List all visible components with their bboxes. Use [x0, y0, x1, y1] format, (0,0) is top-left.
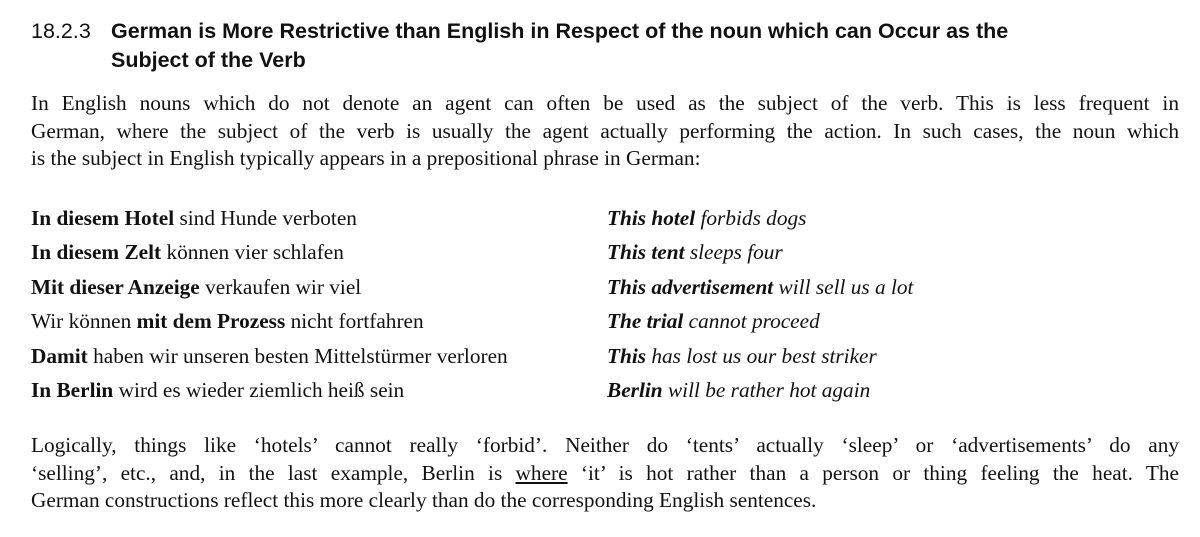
german-text: nicht fortfahren: [285, 309, 424, 334]
example-row: [31, 235, 1171, 269]
german-sentence: [31, 339, 508, 373]
intro-line-1: In English nouns which do not denote an agent can often be used as the subject of the verb. This is less frequent in: [31, 91, 1179, 115]
english-sentence: [607, 270, 913, 304]
conclusion-line-1: Logically, things like ‘hotels’ cannot really ‘forbid’. Neither do ‘tents’ actually ‘sleep’ or ‘advertisements’ do any: [31, 433, 1179, 457]
example-row: [31, 339, 1171, 373]
german-text: haben wir unseren besten Mittelstürmer verloren: [87, 343, 508, 368]
german-bold-phrase: In diesem Hotel: [31, 206, 175, 230]
example-row: [31, 270, 1171, 304]
conclusion-line-2-start: ‘selling’, etc., and, in the last example, Berlin is: [31, 460, 516, 485]
example-table: [31, 201, 1171, 407]
section-title: [111, 17, 1171, 75]
english-text: will sell us a lot: [773, 274, 914, 299]
german-text: wird es wieder ziemlich heiß sein: [113, 377, 405, 402]
german-text: Wir können: [31, 309, 137, 334]
english-bold-phrase: This hotel: [607, 206, 696, 230]
german-sentence: [31, 235, 344, 269]
german-sentence: [31, 373, 404, 407]
german-sentence: [31, 201, 357, 235]
english-bold-phrase: The trial: [607, 309, 684, 334]
section-number: 18.2.3: [31, 19, 91, 43]
german-sentence: [31, 304, 424, 338]
german-bold-phrase: Mit dieser Anzeige: [31, 274, 200, 299]
german-bold-phrase: Damit: [31, 343, 88, 368]
english-text: forbids dogs: [695, 206, 807, 230]
intro-line-2: German, where the subject of the verb is usually the agent actually performing the action. In such cases, the noun which: [31, 118, 1179, 143]
german-sentence: [31, 270, 361, 304]
underlined-word: where: [515, 460, 568, 485]
english-bold-phrase: Berlin: [607, 377, 663, 402]
german-text: sind Hunde verboten: [174, 206, 357, 230]
english-sentence: [607, 304, 820, 338]
section-title-line-2: Subject of the Verb: [111, 48, 306, 72]
example-row: [31, 201, 1171, 235]
conclusion-paragraph: [31, 432, 1179, 515]
english-sentence: [607, 201, 806, 235]
german-bold-phrase: mit dem Prozess: [136, 309, 286, 334]
german-text: können vier schlafen: [161, 240, 344, 265]
german-text: verkaufen wir viel: [199, 274, 362, 299]
english-bold-phrase: This tent: [607, 240, 685, 265]
conclusion-line-2: [31, 460, 1179, 488]
english-bold-phrase: This advertisement: [607, 274, 774, 299]
example-row: [31, 304, 1171, 338]
english-text: sleeps four: [684, 240, 783, 265]
english-text: has lost us our best striker: [646, 343, 877, 368]
english-text: cannot proceed: [683, 309, 820, 334]
intro-line-3: is the subject in English typically appears in a prepositional phrase in German:: [31, 146, 701, 170]
english-sentence: [607, 373, 870, 407]
conclusion-line-2-end: ‘it’ is hot rather than a person or thing feeling the heat. The: [567, 460, 1179, 485]
english-sentence: [607, 235, 783, 269]
english-bold-phrase: This: [607, 343, 647, 368]
example-row: [31, 373, 1171, 407]
section-title-line-1: German is More Restrictive than English in Respect of the noun which can Occur as the: [111, 19, 1009, 43]
german-bold-phrase: In Berlin: [31, 377, 114, 402]
english-text: will be rather hot again: [662, 377, 871, 402]
german-bold-phrase: In diesem Zelt: [31, 240, 162, 265]
conclusion-line-3: German constructions reflect this more clearly than do the corresponding English sentences.: [31, 488, 817, 512]
intro-paragraph: [31, 90, 1179, 173]
english-sentence: [607, 339, 877, 373]
